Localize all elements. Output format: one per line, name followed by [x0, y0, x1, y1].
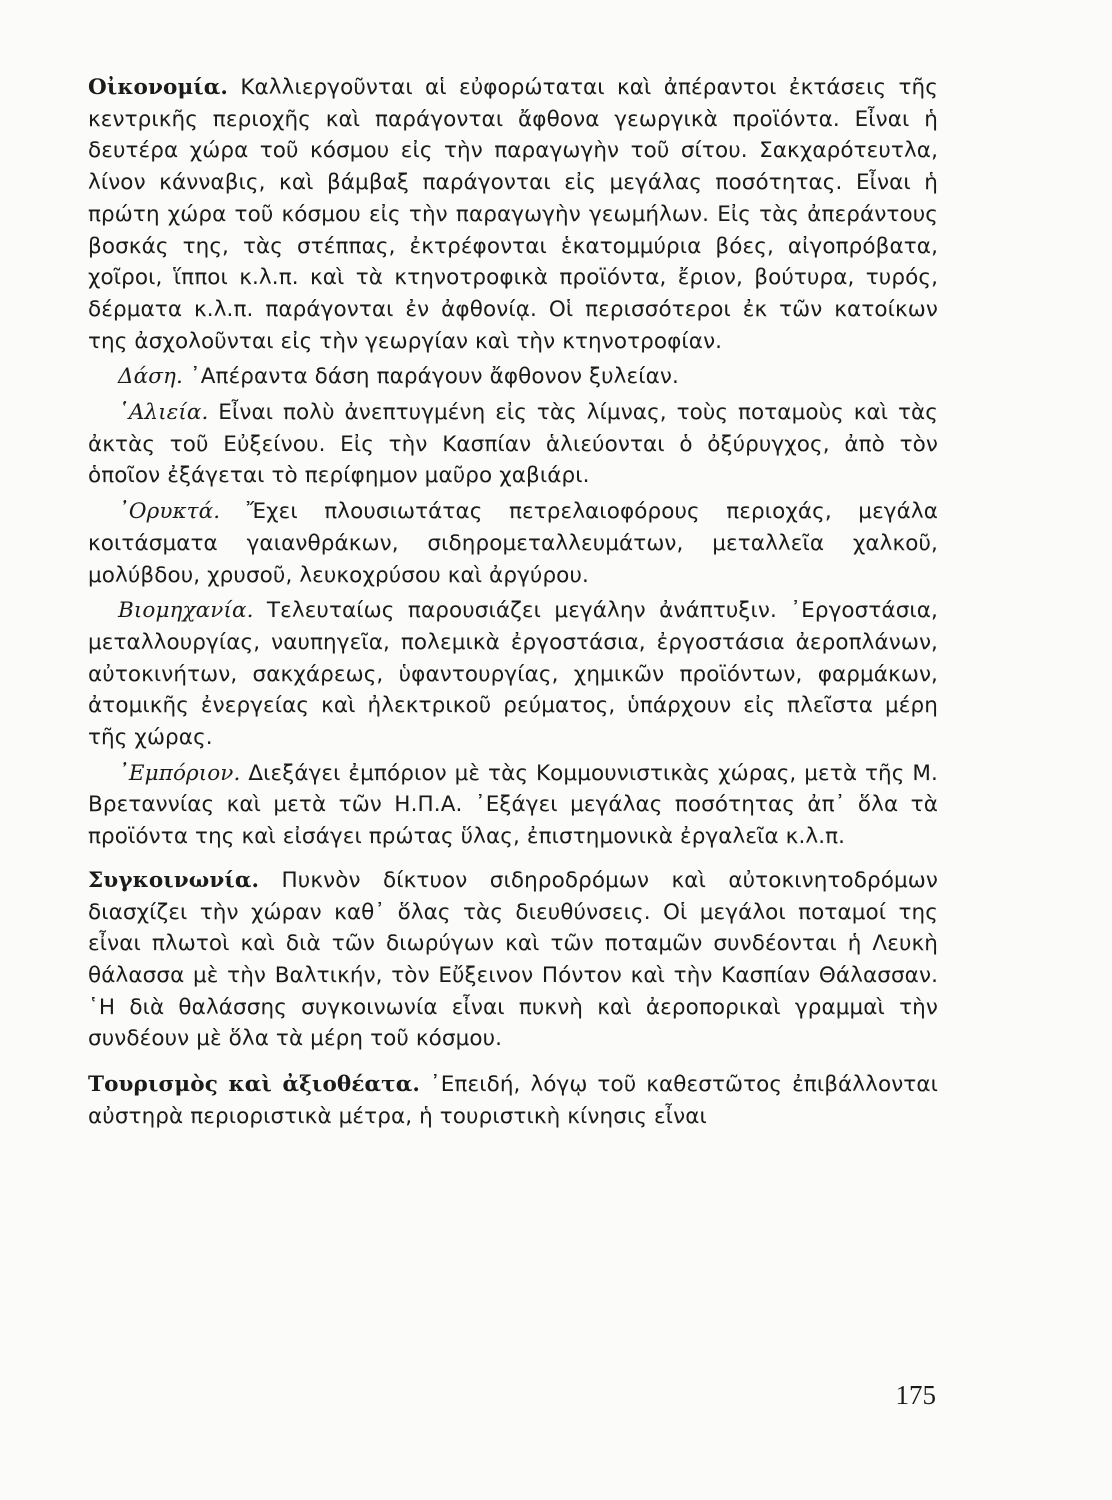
subheading-fishing: ῾Αλιεία.	[118, 400, 209, 426]
subheading-minerals: ᾿Ορυκτά.	[118, 499, 221, 525]
paragraph-minerals	[88, 496, 938, 591]
paragraph-industry	[88, 595, 938, 754]
page-number: 175	[895, 1380, 936, 1410]
heading-economy: Οἰκονομία.	[88, 75, 229, 100]
heading-transport: Συγκοινωνία.	[88, 867, 260, 893]
text-transport: Πυκνὸν δίκτυον σιδηροδρόμων καὶ αὐτοκινητοδρόμων διασχίζει τὴν χώραν καθ᾿ ὅλας τὰς διευθύνσεις. Οἱ μεγάλοι ποταμοί της εἶναι πλωτοὶ καὶ διὰ τῶν διωρύγων καὶ τῶν ποταμῶν συνδέονται ἡ Λευκὴ θάλασσα μὲ τὴν Βαλτικήν, τὸν Εὔξεινον Πόντον καὶ τὴν Κασπίαν Θάλασσαν. ῾Η διὰ θαλάσσης συγκοινωνία εἶναι πυκνὴ καὶ ἀεροπορικαὶ γραμμαὶ τὴν συνδέουν μὲ ὅλα τὰ μέρη τοῦ κόσμου.	[88, 867, 938, 1052]
text-economy: Καλλιεργοῦνται αἱ εὐφορώταται καὶ ἀπέραντοι ἐκτάσεις τῆς κεντρικῆς περιοχῆς καὶ παράγονται ἄφθονα γεωργικὰ προϊόντα. Εἶναι ἡ δευτέρα χώρα τοῦ κόσμου εἰς τὴν παραγωγὴν τοῦ σίτου. Σακχαρότευτλα, λίνον κάνναβις, καὶ βάμβαξ παράγονται εἰς μεγάλας ποσότητας. Εἶναι ἡ πρώτη χώρα τοῦ κόσμου εἰς τὴν παραγωγὴν γεωμήλων. Εἰς τὰς ἀπεράντους βοσκάς της, τὰς στέππας, ἐκτρέφονται ἑκατομμύρια βόες, αἰγοπρόβατα, χοῖροι, ἵπποι κ.λ.π. καὶ τὰ κτηνοτροφικὰ προϊόντα, ἔριον, βούτυρα, τυρός, δέρματα κ.λ.π. παράγονται ἐν ἀφθονίᾳ. Οἱ περισσότεροι ἐκ τῶν κατοίκων της ἀσχολοῦνται εἰς τὴν γεωργίαν καὶ τὴν κτηνοτροφίαν.	[88, 75, 938, 354]
page-body	[88, 72, 938, 1133]
paragraph-fishing	[88, 397, 938, 492]
heading-tourism: Τουρισμὸς καὶ ἀξιοθέατα.	[88, 1072, 420, 1098]
paragraph-transport	[88, 865, 938, 1055]
paragraph-forests	[88, 361, 938, 393]
text-fishing: Εἶναι πολὺ ἀνεπτυγμένη εἰς τὰς λίμνας, τοὺς ποταμοὺς καὶ τὰς ἀκτὰς τοῦ Εὐξείνου. Εἰς τὴν Κασπίαν ἁλιεύονται ὁ ὀξύρυγχος, ἀπὸ τὸν ὁποῖον ἐξάγεται τὸ περίφημον μαῦρο χαβιάρι.	[88, 400, 938, 489]
text-trade: Διεξάγει ἐμπόριον μὲ τὰς Κομμουνιστικὰς χώρας, μετὰ τῆς Μ. Βρεταννίας καὶ μετὰ τῶν Η.Π.Α. ᾿Εξάγει μεγάλας ποσότητας ἀπ᾿ ὅλα τὰ προϊόντα της καὶ εἰσάγει πρώτας ὕλας, ἐπιστημονικὰ ἐργαλεῖα κ.λ.π.	[88, 760, 938, 850]
subheading-trade: ᾿Εμπόριον.	[118, 760, 241, 786]
text-industry: Τελευταίως παρουσιάζει μεγάλην ἀνάπτυξιν. ᾿Εργοστάσια, μεταλλουργίας, ναυπηγεῖα, πολεμικὰ ἐργοστάσια, ἐργοστάσια ἀεροπλάνων, αὐτοκινήτων, σακχάρεως, ὑφαντουργίας, χημικῶν προϊόντων, φαρμάκων, ἀτομικῆς ἐνεργείας καὶ ἠλεκτρικοῦ ρεύματος, ὑπάρχουν εἰς πλεῖστα μέρη τῆς χώρας.	[88, 598, 938, 751]
text-tourism: ᾿Επειδή, λόγῳ τοῦ καθεστῶτος ἐπιβάλλονται αὐστηρὰ περιοριστικὰ μέτρα, ἡ τουριστικὴ κίνησις εἶναι	[88, 1072, 939, 1129]
text-forests: ᾿Απέραντα δάση παράγουν ἄφθονον ξυλείαν.	[182, 364, 679, 390]
subheading-industry: Βιομηχανία.	[118, 598, 254, 624]
paragraph-trade	[88, 758, 938, 853]
paragraph-economy	[88, 72, 938, 357]
subheading-forests: Δάση.	[118, 364, 183, 390]
text-minerals: Ἔχει πλουσιωτάτας πετρελαιοφόρους περιοχάς, μεγάλα κοιτάσματα γαιανθράκων, σιδηρομεταλλευμάτων, μεταλλεῖα χαλκοῦ, μολύβδου, χρυσοῦ, λευκοχρύσου καὶ ἀργύρου.	[88, 499, 938, 588]
paragraph-tourism	[88, 1069, 938, 1132]
